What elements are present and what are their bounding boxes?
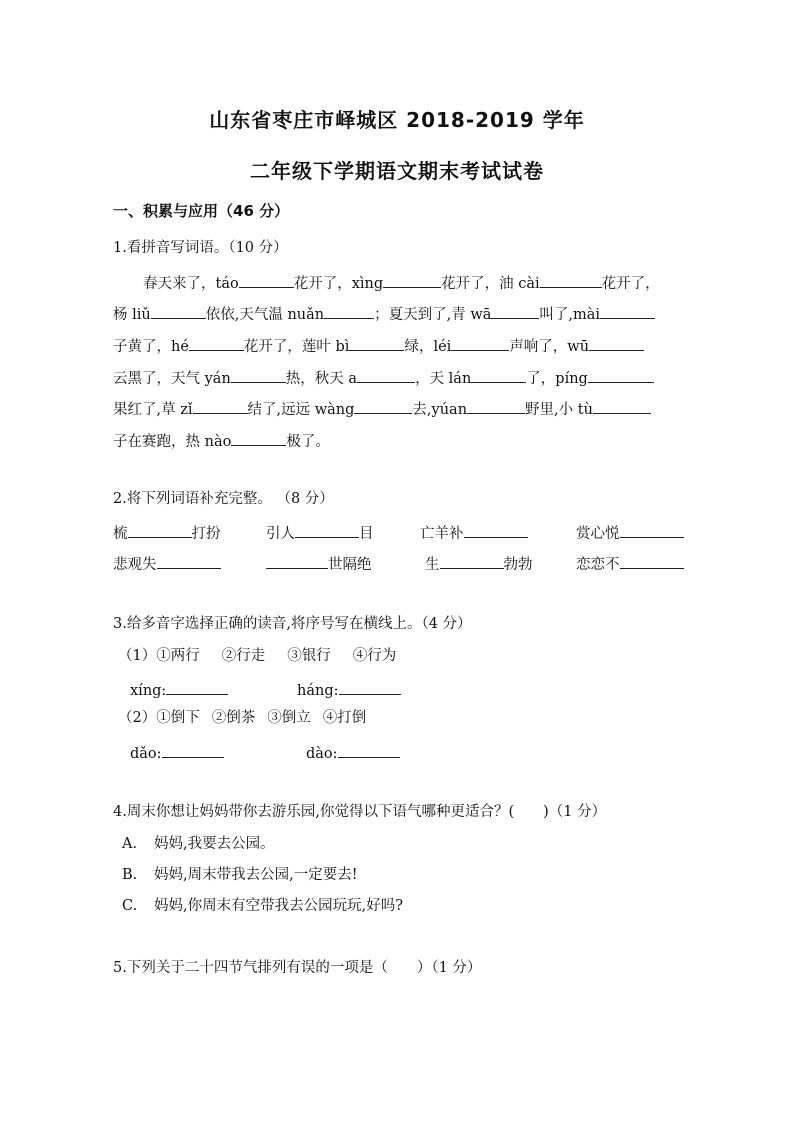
idiom-item [576,552,684,575]
q3-part-1-options [118,646,396,666]
answer-blank[interactable] [467,397,525,414]
idiom-text: 恋恋不 [576,557,620,573]
choice-option-a[interactable] [122,834,275,854]
answer-blank[interactable] [339,678,401,695]
q1-text: 热，秋天 a [285,371,358,387]
choice-option-b[interactable] [122,865,358,885]
q1-text: 野里,小 tù [525,402,593,418]
q1-text: 极了。 [286,434,330,450]
q1-text: 花开了，油 cài [441,276,540,292]
answer-blank[interactable] [451,334,509,351]
answer-blank[interactable] [357,366,415,383]
answer-blank[interactable] [338,741,400,758]
pinyin-label: dào: [306,746,338,762]
answer-blank[interactable] [464,521,528,538]
answer-blank[interactable] [193,397,248,414]
answer-blank[interactable] [471,366,526,383]
idiom-text: 生 [425,557,440,573]
idiom-text: 悲观失 [113,557,157,573]
question-3-stem: 3.给多音字选择正确的读音,将序号写在横线上。（4 分） [113,616,472,632]
q1-line-5 [113,397,651,420]
answer-blank[interactable] [354,397,412,414]
q1-text: 春天来了，táo [143,276,239,292]
part-label: （2） [118,710,157,726]
answer-blank[interactable] [162,741,224,758]
pinyin-label: xíng: [130,683,167,699]
q1-text: 云黑了，天气 yán [113,371,231,387]
option-text: ④打倒 [322,710,367,726]
idiom-item [576,521,684,544]
option-text: ④行为 [352,648,397,664]
answer-blank[interactable] [620,552,684,569]
answer-blank[interactable] [295,521,359,538]
answer-blank[interactable] [239,271,294,288]
answer-blank[interactable] [383,271,441,288]
option-text: 妈妈,我要去公园。 [154,836,275,852]
pinyin-label: háng: [297,683,339,699]
idiom-text: 引人 [266,526,295,542]
answer-blank[interactable] [157,552,221,569]
option-text: 妈妈,你周末有空带我去公园玩玩,好吗? [154,898,403,914]
answer-blank[interactable] [440,552,504,569]
idiom-text: 世隔绝 [328,557,372,573]
pinyin-label: dǎo: [130,746,162,762]
q1-text: 花开了， [601,276,660,292]
answer-blank[interactable] [189,334,244,351]
q1-text: ，天 lán [415,371,472,387]
answer-blank[interactable] [166,678,228,695]
q1-text: 花开了，莲叶 bì [243,339,350,355]
answer-blank[interactable] [231,429,286,446]
answer-blank[interactable] [588,366,654,383]
q1-text: 声响了，wū [509,339,590,355]
option-text: ②倒茶 [211,710,256,726]
answer-blank[interactable] [324,302,374,319]
idiom-text: 亡羊补 [420,526,464,542]
idiom-text: 梳 [113,526,128,542]
q1-line-6 [113,429,330,452]
idiom-item [266,521,374,544]
q1-text: ；夏天到了,青 wā [374,307,492,323]
q1-text: 杨 liǔ [113,307,151,323]
answer-blank[interactable] [231,366,286,383]
answer-blank[interactable] [491,302,539,319]
answer-blank[interactable] [620,521,684,538]
idiom-item [420,521,528,544]
question-2-stem: 2.将下列词语补充完整。 （8 分） [113,491,334,507]
q1-text: 果红了,草 zǐ [113,402,193,418]
part-label: （1） [118,648,157,664]
q1-text: 去,yúan [412,402,468,418]
choice-option-c[interactable] [122,896,403,916]
q1-text: 子在赛跑，热 nào [113,434,232,450]
idiom-text: 目 [359,526,374,542]
option-letter: B. [122,867,138,883]
q1-text: 绿，léi [404,339,452,355]
idiom-text: 打扮 [191,526,221,542]
option-text: 妈妈,周末带我去公园,一定要去! [154,867,358,883]
reading-blank-row [130,741,224,764]
q1-line-1 [113,271,660,294]
answer-blank[interactable] [540,271,602,288]
q1-line-2 [113,302,655,325]
option-text: ①两行 [156,648,200,664]
idiom-item [266,552,372,575]
section-heading: 一、积累与应用（46 分） [113,202,290,220]
q1-text: 了，píng [526,371,588,387]
option-text: ③倒立 [267,710,311,726]
exam-title-line2: 二年级下学期语文期末考试试卷 [250,159,544,183]
option-letter: A. [122,836,138,852]
q1-text: 依依,天气温 nuǎn [205,307,325,323]
question-5-stem: 5.下列关于二十四节气排列有误的一项是（ ）（1 分） [113,960,482,976]
q1-text: 花开了，xìng [293,276,384,292]
q3-part-2-options [118,708,366,728]
idiom-text: 赏心悦 [576,526,620,542]
answer-blank[interactable] [600,302,655,319]
idiom-item [425,552,533,575]
question-1-stem: 1.看拼音写词语。（10 分） [113,240,288,256]
option-text: ②行走 [221,648,266,664]
answer-blank[interactable] [266,552,328,569]
reading-blank-row [306,741,400,764]
option-letter: C. [122,898,138,914]
q1-text: 子黄了，hé [113,339,189,355]
exam-title-line1: 山东省枣庄市峄城区 2018-2019 学年 [209,108,585,132]
q1-line-3 [113,334,644,357]
answer-blank[interactable] [151,302,206,319]
answer-blank[interactable] [128,521,192,538]
question-4-stem: 4.周末你想让妈妈带你去游乐园,你觉得以下语气哪种更适合？( )（1 分） [113,804,607,820]
idiom-item [113,521,221,544]
q1-text: 结了,远远 wàng [247,402,355,418]
idiom-text: 勃勃 [503,557,533,573]
idiom-item [113,552,221,575]
answer-blank[interactable] [349,334,404,351]
reading-blank-row [130,678,228,701]
q1-line-4 [113,366,654,389]
option-text: ③银行 [287,648,331,664]
q1-text: 叫了,mài [539,307,601,323]
answer-blank[interactable] [593,397,651,414]
option-text: ①倒下 [156,710,200,726]
answer-blank[interactable] [589,334,644,351]
reading-blank-row [297,678,401,701]
